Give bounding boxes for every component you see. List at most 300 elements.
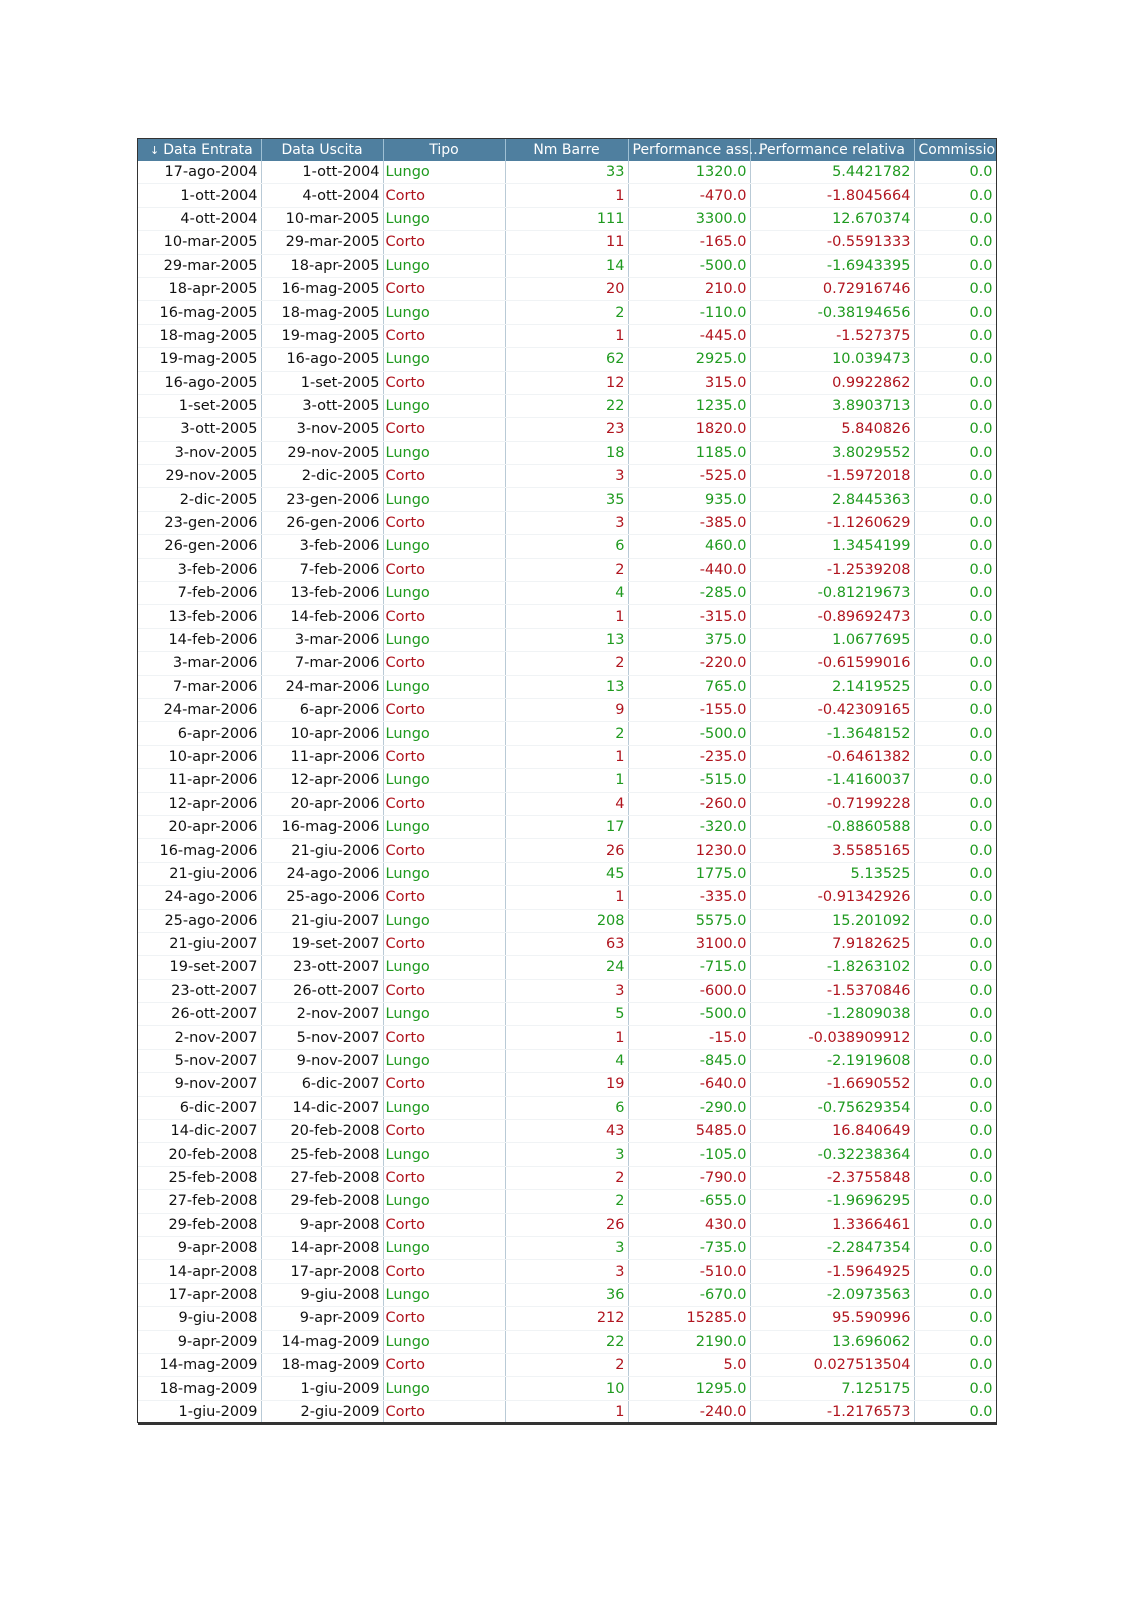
cell-tipo: Corto bbox=[383, 839, 505, 862]
table-row[interactable] bbox=[138, 909, 996, 932]
cell-tipo: Corto bbox=[383, 652, 505, 675]
cell-data-uscita: 10-apr-2006 bbox=[261, 722, 383, 745]
cell-commissioni: 0.0 bbox=[914, 792, 996, 815]
cell-commissioni: 0.0 bbox=[914, 418, 996, 441]
cell-performance-assoluta: -260.0 bbox=[628, 792, 750, 815]
cell-commissioni: 0.0 bbox=[914, 1260, 996, 1283]
cell-performance-relativa: -1.2176573 bbox=[750, 1400, 914, 1424]
table-row[interactable] bbox=[138, 1096, 996, 1119]
table-row[interactable] bbox=[138, 675, 996, 698]
cell-commissioni: 0.0 bbox=[914, 511, 996, 534]
column-header-performance-relativa[interactable]: Performance relativa bbox=[750, 139, 914, 161]
cell-performance-assoluta: -285.0 bbox=[628, 582, 750, 605]
cell-nm-barre: 1 bbox=[505, 886, 628, 909]
cell-nm-barre: 2 bbox=[505, 1190, 628, 1213]
cell-data-uscita: 1-ott-2004 bbox=[261, 161, 383, 184]
cell-commissioni: 0.0 bbox=[914, 839, 996, 862]
table-row[interactable] bbox=[138, 488, 996, 511]
cell-data-uscita: 29-feb-2008 bbox=[261, 1190, 383, 1213]
cell-performance-assoluta: -640.0 bbox=[628, 1073, 750, 1096]
cell-tipo: Corto bbox=[383, 418, 505, 441]
cell-data-uscita: 29-nov-2005 bbox=[261, 441, 383, 464]
cell-data-entrata: 23-gen-2006 bbox=[138, 511, 261, 534]
cell-nm-barre: 2 bbox=[505, 301, 628, 324]
cell-performance-assoluta: -235.0 bbox=[628, 745, 750, 768]
cell-data-uscita: 21-giu-2006 bbox=[261, 839, 383, 862]
table-row[interactable] bbox=[138, 1353, 996, 1376]
cell-performance-assoluta: -510.0 bbox=[628, 1260, 750, 1283]
cell-data-entrata: 10-mar-2005 bbox=[138, 231, 261, 254]
cell-nm-barre: 20 bbox=[505, 277, 628, 300]
cell-nm-barre: 22 bbox=[505, 394, 628, 417]
cell-tipo: Corto bbox=[383, 558, 505, 581]
cell-data-entrata: 7-mar-2006 bbox=[138, 675, 261, 698]
cell-commissioni: 0.0 bbox=[914, 909, 996, 932]
cell-commissioni: 0.0 bbox=[914, 558, 996, 581]
cell-performance-assoluta: -600.0 bbox=[628, 979, 750, 1002]
table-row[interactable] bbox=[138, 558, 996, 581]
table-row[interactable] bbox=[138, 605, 996, 628]
cell-data-entrata: 29-nov-2005 bbox=[138, 465, 261, 488]
cell-nm-barre: 10 bbox=[505, 1377, 628, 1400]
cell-commissioni: 0.0 bbox=[914, 675, 996, 698]
cell-nm-barre: 26 bbox=[505, 839, 628, 862]
cell-commissioni: 0.0 bbox=[914, 956, 996, 979]
table-row[interactable] bbox=[138, 1026, 996, 1049]
cell-tipo: Corto bbox=[383, 1353, 505, 1376]
cell-performance-relativa: -0.8860588 bbox=[750, 815, 914, 838]
cell-performance-relativa: -1.5972018 bbox=[750, 465, 914, 488]
cell-performance-relativa: 0.72916746 bbox=[750, 277, 914, 300]
cell-performance-assoluta: 15285.0 bbox=[628, 1307, 750, 1330]
table-row[interactable] bbox=[138, 535, 996, 558]
cell-data-uscita: 2-giu-2009 bbox=[261, 1400, 383, 1424]
table-row[interactable] bbox=[138, 371, 996, 394]
cell-performance-assoluta: -290.0 bbox=[628, 1096, 750, 1119]
cell-tipo: Lungo bbox=[383, 1143, 505, 1166]
cell-data-entrata: 14-mag-2009 bbox=[138, 1353, 261, 1376]
cell-performance-relativa: 2.8445363 bbox=[750, 488, 914, 511]
cell-data-entrata: 12-apr-2006 bbox=[138, 792, 261, 815]
cell-commissioni: 0.0 bbox=[914, 184, 996, 207]
cell-data-entrata: 14-dic-2007 bbox=[138, 1120, 261, 1143]
cell-performance-assoluta: -220.0 bbox=[628, 652, 750, 675]
cell-nm-barre: 43 bbox=[505, 1120, 628, 1143]
cell-performance-relativa: 3.8029552 bbox=[750, 441, 914, 464]
cell-data-uscita: 25-ago-2006 bbox=[261, 886, 383, 909]
table-row[interactable] bbox=[138, 839, 996, 862]
cell-data-uscita: 7-mar-2006 bbox=[261, 652, 383, 675]
table-row[interactable] bbox=[138, 277, 996, 300]
cell-data-entrata: 21-giu-2007 bbox=[138, 932, 261, 955]
cell-tipo: Lungo bbox=[383, 488, 505, 511]
cell-performance-assoluta: 5.0 bbox=[628, 1353, 750, 1376]
cell-data-entrata: 2-nov-2007 bbox=[138, 1026, 261, 1049]
cell-data-entrata: 5-nov-2007 bbox=[138, 1049, 261, 1072]
cell-performance-assoluta: 375.0 bbox=[628, 628, 750, 651]
cell-performance-relativa: 12.670374 bbox=[750, 207, 914, 230]
cell-data-uscita: 6-apr-2006 bbox=[261, 698, 383, 721]
table-row[interactable] bbox=[138, 511, 996, 534]
cell-tipo: Lungo bbox=[383, 394, 505, 417]
cell-commissioni: 0.0 bbox=[914, 324, 996, 347]
cell-nm-barre: 1 bbox=[505, 769, 628, 792]
cell-commissioni: 0.0 bbox=[914, 465, 996, 488]
cell-tipo: Lungo bbox=[383, 1330, 505, 1353]
cell-nm-barre: 26 bbox=[505, 1213, 628, 1236]
cell-performance-relativa: -0.89692473 bbox=[750, 605, 914, 628]
cell-commissioni: 0.0 bbox=[914, 535, 996, 558]
cell-data-entrata: 19-set-2007 bbox=[138, 956, 261, 979]
cell-commissioni: 0.0 bbox=[914, 979, 996, 1002]
cell-performance-relativa: 5.840826 bbox=[750, 418, 914, 441]
cell-nm-barre: 5 bbox=[505, 1003, 628, 1026]
cell-performance-assoluta: -500.0 bbox=[628, 722, 750, 745]
cell-data-uscita: 6-dic-2007 bbox=[261, 1073, 383, 1096]
cell-tipo: Corto bbox=[383, 932, 505, 955]
cell-performance-relativa: 95.590996 bbox=[750, 1307, 914, 1330]
table-row[interactable] bbox=[138, 1166, 996, 1189]
cell-commissioni: 0.0 bbox=[914, 1213, 996, 1236]
cell-data-uscita: 19-set-2007 bbox=[261, 932, 383, 955]
cell-performance-assoluta: -335.0 bbox=[628, 886, 750, 909]
table-row[interactable] bbox=[138, 161, 996, 184]
table-row[interactable] bbox=[138, 956, 996, 979]
cell-data-entrata: 19-mag-2005 bbox=[138, 348, 261, 371]
cell-data-uscita: 12-apr-2006 bbox=[261, 769, 383, 792]
cell-data-uscita: 3-feb-2006 bbox=[261, 535, 383, 558]
cell-performance-relativa: -1.5370846 bbox=[750, 979, 914, 1002]
table-row[interactable] bbox=[138, 698, 996, 721]
cell-performance-relativa: 1.0677695 bbox=[750, 628, 914, 651]
cell-nm-barre: 35 bbox=[505, 488, 628, 511]
table-row[interactable] bbox=[138, 465, 996, 488]
cell-performance-assoluta: 3100.0 bbox=[628, 932, 750, 955]
table-row[interactable] bbox=[138, 207, 996, 230]
table-row[interactable] bbox=[138, 231, 996, 254]
column-header-data-entrata[interactable]: ↓ Data Entrata bbox=[138, 139, 261, 161]
cell-tipo: Lungo bbox=[383, 207, 505, 230]
cell-data-uscita: 18-mag-2005 bbox=[261, 301, 383, 324]
cell-tipo: Lungo bbox=[383, 1283, 505, 1306]
table-row[interactable] bbox=[138, 1049, 996, 1072]
cell-data-entrata: 18-mag-2005 bbox=[138, 324, 261, 347]
cell-tipo: Lungo bbox=[383, 956, 505, 979]
cell-nm-barre: 19 bbox=[505, 1073, 628, 1096]
cell-performance-assoluta: -155.0 bbox=[628, 698, 750, 721]
cell-nm-barre: 13 bbox=[505, 628, 628, 651]
cell-data-entrata: 1-ott-2004 bbox=[138, 184, 261, 207]
cell-data-entrata: 16-mag-2005 bbox=[138, 301, 261, 324]
cell-performance-relativa: -0.91342926 bbox=[750, 886, 914, 909]
cell-performance-relativa: -2.2847354 bbox=[750, 1236, 914, 1259]
cell-data-uscita: 3-mar-2006 bbox=[261, 628, 383, 651]
cell-nm-barre: 111 bbox=[505, 207, 628, 230]
cell-nm-barre: 1 bbox=[505, 184, 628, 207]
cell-performance-relativa: -1.3648152 bbox=[750, 722, 914, 745]
cell-nm-barre: 1 bbox=[505, 1400, 628, 1424]
cell-data-uscita: 14-dic-2007 bbox=[261, 1096, 383, 1119]
cell-data-entrata: 2-dic-2005 bbox=[138, 488, 261, 511]
cell-data-uscita: 14-apr-2008 bbox=[261, 1236, 383, 1259]
cell-data-entrata: 3-mar-2006 bbox=[138, 652, 261, 675]
cell-tipo: Lungo bbox=[383, 301, 505, 324]
cell-data-uscita: 11-apr-2006 bbox=[261, 745, 383, 768]
cell-tipo: Corto bbox=[383, 1307, 505, 1330]
cell-data-uscita: 16-ago-2005 bbox=[261, 348, 383, 371]
cell-performance-assoluta: -15.0 bbox=[628, 1026, 750, 1049]
cell-data-uscita: 14-feb-2006 bbox=[261, 605, 383, 628]
table-row[interactable] bbox=[138, 979, 996, 1002]
cell-performance-assoluta: -515.0 bbox=[628, 769, 750, 792]
cell-data-uscita: 10-mar-2005 bbox=[261, 207, 383, 230]
cell-data-entrata: 18-apr-2005 bbox=[138, 277, 261, 300]
cell-performance-assoluta: 210.0 bbox=[628, 277, 750, 300]
cell-nm-barre: 2 bbox=[505, 652, 628, 675]
column-header-data-uscita[interactable]: Data Uscita bbox=[261, 139, 383, 161]
cell-data-uscita: 7-feb-2006 bbox=[261, 558, 383, 581]
cell-data-entrata: 16-ago-2005 bbox=[138, 371, 261, 394]
table-row[interactable] bbox=[138, 1330, 996, 1353]
cell-commissioni: 0.0 bbox=[914, 488, 996, 511]
cell-commissioni: 0.0 bbox=[914, 1143, 996, 1166]
cell-tipo: Corto bbox=[383, 231, 505, 254]
table-row[interactable] bbox=[138, 1307, 996, 1330]
table-row[interactable] bbox=[138, 1213, 996, 1236]
cell-nm-barre: 2 bbox=[505, 1353, 628, 1376]
cell-data-uscita: 9-nov-2007 bbox=[261, 1049, 383, 1072]
cell-data-uscita: 14-mag-2009 bbox=[261, 1330, 383, 1353]
cell-data-entrata: 24-mar-2006 bbox=[138, 698, 261, 721]
cell-nm-barre: 36 bbox=[505, 1283, 628, 1306]
table-row[interactable] bbox=[138, 441, 996, 464]
cell-commissioni: 0.0 bbox=[914, 1026, 996, 1049]
cell-tipo: Lungo bbox=[383, 769, 505, 792]
cell-data-uscita: 17-apr-2008 bbox=[261, 1260, 383, 1283]
cell-performance-assoluta: -470.0 bbox=[628, 184, 750, 207]
table-row[interactable] bbox=[138, 1003, 996, 1026]
table-row[interactable] bbox=[138, 932, 996, 955]
cell-nm-barre: 4 bbox=[505, 792, 628, 815]
cell-nm-barre: 3 bbox=[505, 1260, 628, 1283]
cell-performance-relativa: -0.42309165 bbox=[750, 698, 914, 721]
table-row[interactable] bbox=[138, 301, 996, 324]
table-row[interactable] bbox=[138, 1283, 996, 1306]
cell-performance-relativa: -0.7199228 bbox=[750, 792, 914, 815]
table-row[interactable] bbox=[138, 1120, 996, 1143]
cell-data-uscita: 3-ott-2005 bbox=[261, 394, 383, 417]
cell-nm-barre: 2 bbox=[505, 722, 628, 745]
cell-performance-relativa: -1.8263102 bbox=[750, 956, 914, 979]
cell-commissioni: 0.0 bbox=[914, 231, 996, 254]
cell-nm-barre: 17 bbox=[505, 815, 628, 838]
table-row[interactable] bbox=[138, 652, 996, 675]
table-row[interactable] bbox=[138, 792, 996, 815]
cell-performance-relativa: 10.039473 bbox=[750, 348, 914, 371]
cell-performance-relativa: 15.201092 bbox=[750, 909, 914, 932]
cell-nm-barre: 3 bbox=[505, 465, 628, 488]
cell-performance-relativa: -0.5591333 bbox=[750, 231, 914, 254]
cell-tipo: Corto bbox=[383, 605, 505, 628]
table-row[interactable] bbox=[138, 1377, 996, 1400]
cell-performance-assoluta: -715.0 bbox=[628, 956, 750, 979]
table-row[interactable] bbox=[138, 394, 996, 417]
cell-performance-relativa: -1.5964925 bbox=[750, 1260, 914, 1283]
cell-nm-barre: 4 bbox=[505, 582, 628, 605]
cell-data-uscita: 26-ott-2007 bbox=[261, 979, 383, 1002]
cell-data-uscita: 25-feb-2008 bbox=[261, 1143, 383, 1166]
cell-data-uscita: 9-giu-2008 bbox=[261, 1283, 383, 1306]
table-row[interactable] bbox=[138, 1236, 996, 1259]
cell-data-entrata: 26-gen-2006 bbox=[138, 535, 261, 558]
table-row[interactable] bbox=[138, 628, 996, 651]
table-row[interactable] bbox=[138, 582, 996, 605]
cell-tipo: Lungo bbox=[383, 1377, 505, 1400]
cell-performance-assoluta: -790.0 bbox=[628, 1166, 750, 1189]
cell-performance-relativa: -1.2809038 bbox=[750, 1003, 914, 1026]
cell-data-uscita: 24-mar-2006 bbox=[261, 675, 383, 698]
cell-performance-relativa: 7.9182625 bbox=[750, 932, 914, 955]
cell-tipo: Lungo bbox=[383, 535, 505, 558]
cell-nm-barre: 9 bbox=[505, 698, 628, 721]
cell-tipo: Lungo bbox=[383, 1190, 505, 1213]
cell-performance-assoluta: -845.0 bbox=[628, 1049, 750, 1072]
table-row[interactable] bbox=[138, 1260, 996, 1283]
table-row[interactable] bbox=[138, 815, 996, 838]
cell-tipo: Lungo bbox=[383, 582, 505, 605]
cell-nm-barre: 6 bbox=[505, 535, 628, 558]
cell-commissioni: 0.0 bbox=[914, 1120, 996, 1143]
cell-tipo: Corto bbox=[383, 698, 505, 721]
table-row[interactable] bbox=[138, 1073, 996, 1096]
cell-tipo: Lungo bbox=[383, 722, 505, 745]
cell-commissioni: 0.0 bbox=[914, 1353, 996, 1376]
cell-tipo: Corto bbox=[383, 465, 505, 488]
cell-performance-relativa: -1.9696295 bbox=[750, 1190, 914, 1213]
cell-data-uscita: 21-giu-2007 bbox=[261, 909, 383, 932]
cell-nm-barre: 2 bbox=[505, 558, 628, 581]
cell-data-uscita: 29-mar-2005 bbox=[261, 231, 383, 254]
cell-performance-assoluta: 1320.0 bbox=[628, 161, 750, 184]
cell-performance-relativa: 7.125175 bbox=[750, 1377, 914, 1400]
cell-tipo: Lungo bbox=[383, 254, 505, 277]
cell-performance-relativa: 1.3366461 bbox=[750, 1213, 914, 1236]
table-header-row bbox=[138, 139, 996, 161]
cell-tipo: Corto bbox=[383, 1260, 505, 1283]
table-row[interactable] bbox=[138, 862, 996, 885]
table-row[interactable] bbox=[138, 184, 996, 207]
cell-data-uscita: 27-feb-2008 bbox=[261, 1166, 383, 1189]
cell-performance-assoluta: 1775.0 bbox=[628, 862, 750, 885]
table-row[interactable] bbox=[138, 886, 996, 909]
cell-data-uscita: 24-ago-2006 bbox=[261, 862, 383, 885]
cell-nm-barre: 23 bbox=[505, 418, 628, 441]
cell-commissioni: 0.0 bbox=[914, 161, 996, 184]
cell-commissioni: 0.0 bbox=[914, 1190, 996, 1213]
column-header-performance-assoluta[interactable]: Performance ass... bbox=[628, 139, 750, 161]
column-header-commissioni[interactable]: Commissio... bbox=[914, 139, 996, 161]
cell-tipo: Corto bbox=[383, 324, 505, 347]
cell-commissioni: 0.0 bbox=[914, 1400, 996, 1424]
column-header-tipo[interactable]: Tipo bbox=[383, 139, 505, 161]
cell-nm-barre: 33 bbox=[505, 161, 628, 184]
cell-data-uscita: 23-gen-2006 bbox=[261, 488, 383, 511]
cell-tipo: Corto bbox=[383, 745, 505, 768]
cell-data-uscita: 9-apr-2008 bbox=[261, 1213, 383, 1236]
cell-performance-assoluta: -440.0 bbox=[628, 558, 750, 581]
cell-tipo: Corto bbox=[383, 1166, 505, 1189]
cell-data-uscita: 9-apr-2009 bbox=[261, 1307, 383, 1330]
cell-data-entrata: 3-feb-2006 bbox=[138, 558, 261, 581]
cell-commissioni: 0.0 bbox=[914, 698, 996, 721]
cell-tipo: Corto bbox=[383, 792, 505, 815]
table-row[interactable] bbox=[138, 1143, 996, 1166]
cell-data-entrata: 3-nov-2005 bbox=[138, 441, 261, 464]
cell-performance-relativa: 0.9922862 bbox=[750, 371, 914, 394]
cell-tipo: Lungo bbox=[383, 675, 505, 698]
cell-performance-relativa: 1.3454199 bbox=[750, 535, 914, 558]
cell-tipo: Corto bbox=[383, 1120, 505, 1143]
table-row[interactable] bbox=[138, 745, 996, 768]
cell-commissioni: 0.0 bbox=[914, 932, 996, 955]
table-row[interactable] bbox=[138, 254, 996, 277]
cell-tipo: Corto bbox=[383, 886, 505, 909]
cell-tipo: Corto bbox=[383, 1213, 505, 1236]
cell-nm-barre: 6 bbox=[505, 1096, 628, 1119]
cell-performance-assoluta: 1185.0 bbox=[628, 441, 750, 464]
table-row[interactable] bbox=[138, 769, 996, 792]
table-row[interactable] bbox=[138, 722, 996, 745]
cell-data-entrata: 20-apr-2006 bbox=[138, 815, 261, 838]
cell-nm-barre: 212 bbox=[505, 1307, 628, 1330]
cell-performance-assoluta: -735.0 bbox=[628, 1236, 750, 1259]
cell-performance-assoluta: 935.0 bbox=[628, 488, 750, 511]
cell-nm-barre: 3 bbox=[505, 511, 628, 534]
table-row[interactable] bbox=[138, 1400, 996, 1424]
cell-nm-barre: 1 bbox=[505, 745, 628, 768]
cell-tipo: Corto bbox=[383, 184, 505, 207]
table-row[interactable] bbox=[138, 348, 996, 371]
cell-nm-barre: 13 bbox=[505, 675, 628, 698]
cell-commissioni: 0.0 bbox=[914, 1166, 996, 1189]
cell-tipo: Corto bbox=[383, 371, 505, 394]
cell-performance-relativa: 0.027513504 bbox=[750, 1353, 914, 1376]
cell-nm-barre: 14 bbox=[505, 254, 628, 277]
cell-performance-assoluta: 5485.0 bbox=[628, 1120, 750, 1143]
cell-commissioni: 0.0 bbox=[914, 652, 996, 675]
cell-data-entrata: 14-feb-2006 bbox=[138, 628, 261, 651]
cell-commissioni: 0.0 bbox=[914, 1283, 996, 1306]
cell-performance-assoluta: -670.0 bbox=[628, 1283, 750, 1306]
cell-tipo: Corto bbox=[383, 277, 505, 300]
table-row[interactable] bbox=[138, 418, 996, 441]
cell-commissioni: 0.0 bbox=[914, 371, 996, 394]
table-row[interactable] bbox=[138, 324, 996, 347]
cell-commissioni: 0.0 bbox=[914, 745, 996, 768]
cell-performance-assoluta: 315.0 bbox=[628, 371, 750, 394]
cell-performance-assoluta: 5575.0 bbox=[628, 909, 750, 932]
cell-performance-assoluta: 765.0 bbox=[628, 675, 750, 698]
cell-data-entrata: 9-giu-2008 bbox=[138, 1307, 261, 1330]
cell-performance-relativa: -0.75629354 bbox=[750, 1096, 914, 1119]
column-header-nm-barre[interactable]: Nm Barre bbox=[505, 139, 628, 161]
cell-data-entrata: 7-feb-2006 bbox=[138, 582, 261, 605]
cell-data-entrata: 25-ago-2006 bbox=[138, 909, 261, 932]
cell-performance-assoluta: 460.0 bbox=[628, 535, 750, 558]
cell-data-entrata: 6-dic-2007 bbox=[138, 1096, 261, 1119]
table-row[interactable] bbox=[138, 1190, 996, 1213]
cell-data-uscita: 23-ott-2007 bbox=[261, 956, 383, 979]
